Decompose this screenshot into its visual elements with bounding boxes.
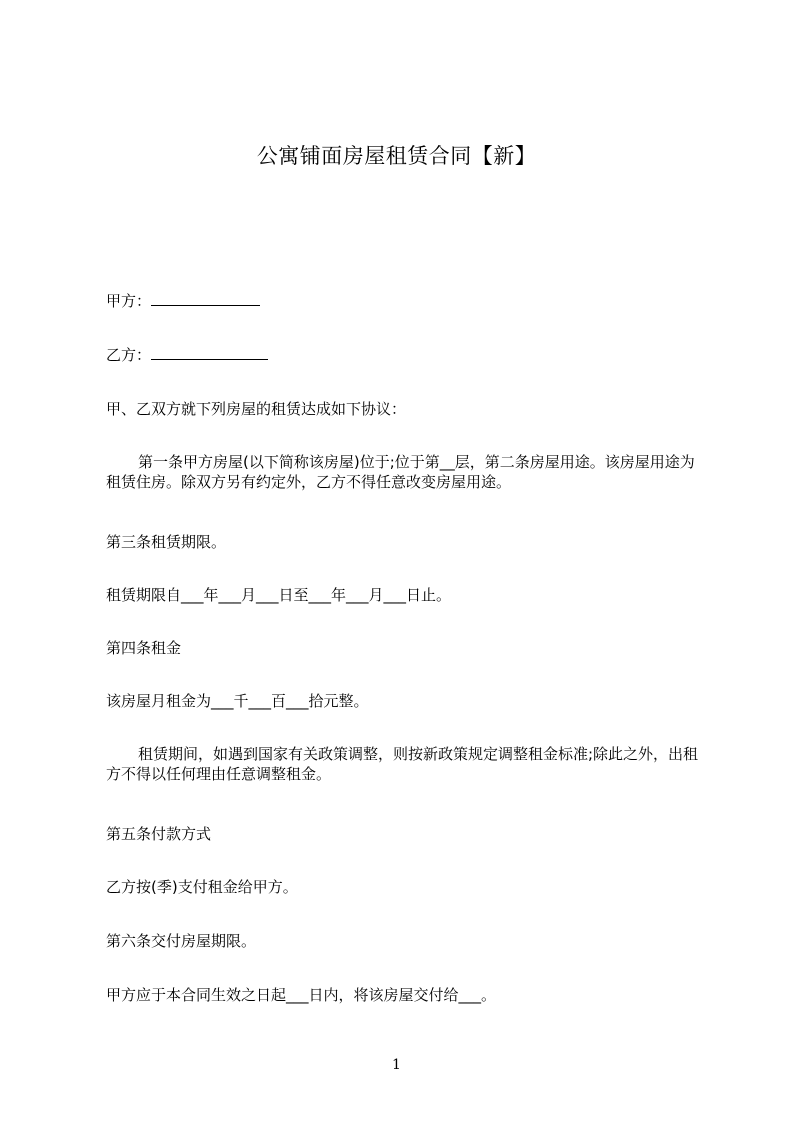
party-b-blank [151, 345, 268, 360]
article-6-title: 第六条交付房屋期限。 [106, 932, 257, 950]
article-5-body: 乙方按(季)支付租金给甲方。 [106, 878, 298, 896]
party-a-line [106, 291, 706, 311]
article-4-title: 第四条租金 [106, 639, 182, 657]
article-3-body: 租赁期限自___年___月___日至___年___月___日止。 [106, 586, 452, 604]
party-a-label: 甲方： [106, 292, 152, 310]
party-a-blank [151, 291, 260, 306]
party-b-label: 乙方： [106, 346, 152, 364]
page-number: 1 [392, 1057, 401, 1073]
article-1-text: 第一条甲方房屋(以下简称该房屋)位于;位于第__层，第二条房屋用途。该房屋用途为租赁住房。除双方另有约定外，乙方不得任意改变房屋用途。 [106, 453, 695, 491]
article-3-title: 第三条租赁期限。 [106, 533, 227, 551]
document-title: 公寓铺面房屋租赁合同【新】 [256, 144, 537, 168]
intro-text: 甲、乙双方就下列房屋的租赁达成如下协议： [106, 400, 407, 418]
article-6-body: 甲方应于本合同生效之日起___日内，将该房屋交付给___。 [106, 986, 497, 1004]
article-4-body: 该房屋月租金为___千___百___拾元整。 [106, 692, 369, 710]
article-4-adjustment: 租赁期间，如遇到国家有关政策调整，则按新政策规定调整租金标准;除此之外，出租方不得以任何理由任意调整租金。 [106, 745, 699, 783]
article-5-title: 第五条付款方式 [106, 825, 212, 843]
party-b-line [106, 345, 706, 365]
